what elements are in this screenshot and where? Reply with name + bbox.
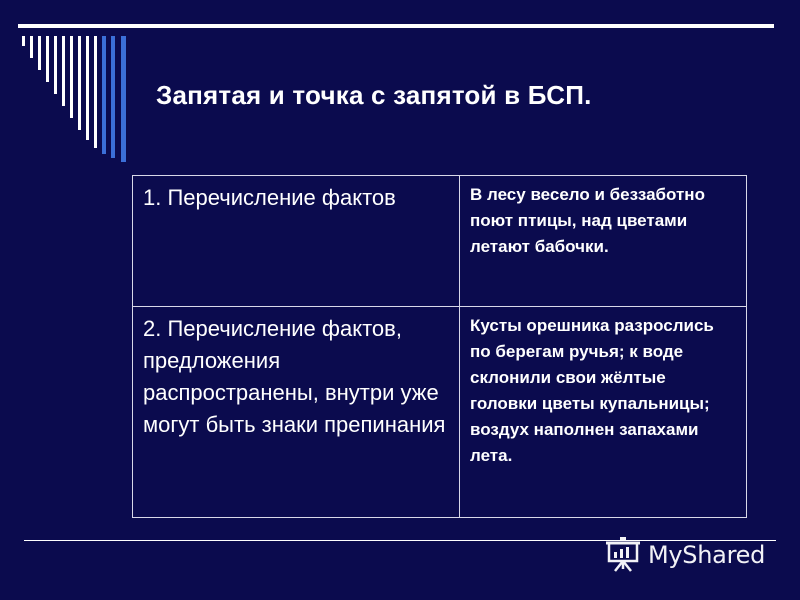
rule-cell: 1. Перечисление фактов: [133, 176, 460, 307]
comparison-table: [132, 175, 747, 518]
example-cell: В лесу весело и беззаботно поют птицы, над цветами летают бабочки.: [460, 176, 747, 307]
watermark-text: MyShared: [648, 541, 766, 569]
table-row: [133, 176, 747, 307]
table-row: [133, 307, 747, 518]
slide-title: Запятая и точка с запятой в БСП.: [156, 80, 592, 110]
rule-cell: 2. Перечисление фактов, предложения распространены, внутри уже могут быть знаки препинания: [133, 307, 460, 518]
presentation-board-icon: [606, 535, 642, 575]
myshared-watermark: [606, 533, 765, 577]
decorative-stripes: [0, 0, 140, 170]
example-cell: Кусты орешника разрослись по берегам ручья; к воде склонили свои жёлтые головки цветы купальницы; воздух наполнен запахами лета.: [460, 307, 747, 518]
